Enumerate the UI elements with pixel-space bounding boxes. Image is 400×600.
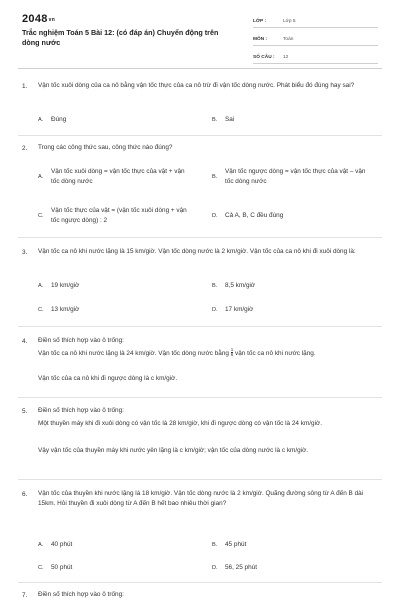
option-c[interactable] <box>38 563 72 573</box>
header-divider <box>18 68 382 69</box>
meta-value: Toán <box>283 36 294 42</box>
question-text: Trong các công thức sau, công thức nào đúng? <box>38 144 173 151</box>
option-text: 40 phút <box>51 541 73 548</box>
question-text: Vận tốc xuôi dòng của ca nô bằng vận tốc thực của ca nô trừ đi vận tốc dòng nước. Phát biểu đó đúng hay sai? <box>38 82 355 89</box>
option-letter: B. <box>212 542 218 548</box>
option-letter: A. <box>38 542 44 548</box>
option-b[interactable] <box>212 167 375 187</box>
option-text: Đúng <box>51 116 67 123</box>
option-b[interactable] <box>212 540 246 550</box>
option-letter: C. <box>38 307 44 313</box>
fraction <box>231 348 234 357</box>
fraction-denominator: 6 <box>230 352 234 357</box>
option-text: Vận tốc xuôi dòng = vận tốc thực của vật + vận tốc dòng nước <box>51 168 185 185</box>
option-letter: A. <box>38 283 44 289</box>
question-text: Điền số thích hợp vào ô trống: <box>38 337 124 344</box>
meta-value: Lớp 5 <box>283 18 296 24</box>
option-text: 50 phút <box>51 564 73 571</box>
document-title: Trắc nghiệm Toán 5 Bài 12: (có đáp án) Chuyển động trên dòng nước <box>22 28 219 47</box>
option-letter: D. <box>212 213 218 219</box>
option-letter: C. <box>38 213 44 219</box>
question-paragraph: Vậy vận tốc của thuyền máy khi nước yên lặng là c km/giờ; vận tốc của dòng nước là c km/giờ. <box>38 447 309 454</box>
option-letter: B. <box>212 174 218 180</box>
option-d[interactable] <box>212 305 253 315</box>
question-paragraph: Một thuyền máy khi đi xuôi dòng có vận tốc là 28 km/giờ, khi đi ngược dòng có vận tốc là 24 km/giờ. <box>38 420 322 427</box>
option-text: Cả A, B, C đều đúng <box>225 212 284 219</box>
option-text: 13 km/giờ <box>51 306 80 313</box>
question-number: 6. <box>22 491 28 498</box>
option-text: 19 km/giờ <box>51 282 80 289</box>
fraction-numerator: 1 <box>230 347 234 352</box>
option-a[interactable] <box>38 281 79 291</box>
option-text: 56, 25 phút <box>225 564 257 571</box>
question-text: Điền số thích hợp vào ô trống: <box>38 591 124 598</box>
question-text: Vận tốc của thuyền khi nước lặng là 18 km/giờ. Vận tốc dòng nước là 2 km/giờ. Quãng đường sông từ A đến B dài 15km. Hỏi thuyền đi xuôi dòng từ A đến B hết bao nhiêu thời gian? <box>38 490 364 507</box>
question-divider <box>18 479 382 480</box>
meta-value: 12 <box>283 54 289 60</box>
option-d[interactable] <box>212 563 257 573</box>
option-c[interactable] <box>38 206 191 226</box>
site-logo[interactable] <box>22 13 55 25</box>
option-text: Vận tốc ngược dòng = vận tốc thực của vật – vận tốc dòng nước <box>225 168 366 185</box>
option-letter: A. <box>38 117 44 123</box>
question-divider <box>18 237 382 238</box>
meta-label: SỐ CÂU : <box>253 54 275 60</box>
question-number: 7. <box>22 592 28 599</box>
paragraph-text: Vận tốc ca nô khi nước lặng là 24 km/giờ. Vận tốc dòng nước bằng <box>38 350 229 357</box>
question-paragraph <box>38 348 378 359</box>
question-divider <box>18 326 382 327</box>
meta-label: LỚP : <box>253 18 267 24</box>
option-a[interactable] <box>38 540 72 550</box>
option-letter: B. <box>212 117 218 123</box>
meta-label: MÔN : <box>253 36 268 42</box>
option-a[interactable] <box>38 167 191 187</box>
option-letter: B. <box>212 283 218 289</box>
logo-text: 2048 <box>22 13 48 25</box>
question-number: 2. <box>22 145 28 152</box>
option-text: 17 km/giờ <box>225 306 254 313</box>
option-c[interactable] <box>38 305 79 315</box>
meta-row-class <box>253 15 378 28</box>
option-a[interactable] <box>38 115 66 125</box>
option-b[interactable] <box>212 281 255 291</box>
meta-row-subject <box>253 33 378 46</box>
option-letter: A. <box>38 174 44 180</box>
meta-row-count <box>253 51 378 64</box>
question-text: Vận tốc ca nô khi nước lặng là 15 km/giờ. Vận tốc dòng nước là 2 km/giờ. Vận tốc của ca nô khi đi xuôi dòng là: <box>38 248 356 255</box>
question-divider <box>18 135 382 136</box>
option-text: 8,5 km/giờ <box>225 282 256 289</box>
option-b[interactable] <box>212 115 234 125</box>
option-letter: C. <box>38 565 44 571</box>
logo-suffix: vn <box>48 17 56 23</box>
question-number: 1. <box>22 83 28 90</box>
question-text: Điền số thích hợp vào ô trống: <box>38 407 124 414</box>
option-letter: D. <box>212 565 218 571</box>
option-d[interactable] <box>212 211 283 221</box>
question-number: 3. <box>22 249 28 256</box>
question-paragraph: Vận tốc của ca nô khi đi ngược dòng là c km/giờ. <box>38 375 178 382</box>
option-text: 45 phút <box>225 541 247 548</box>
option-text: Sai <box>225 116 235 123</box>
question-number: 4. <box>22 338 28 345</box>
meta-box <box>253 15 378 69</box>
option-text: Vận tốc thực của vật = (vận tốc xuôi dòng + vận tốc ngược dòng) : 2 <box>51 207 187 224</box>
paragraph-text: vận tốc ca nô khi nước lặng. <box>235 350 316 357</box>
option-letter: D. <box>212 307 218 313</box>
question-divider <box>18 397 382 398</box>
question-number: 5. <box>22 408 28 415</box>
question-divider <box>18 582 382 583</box>
